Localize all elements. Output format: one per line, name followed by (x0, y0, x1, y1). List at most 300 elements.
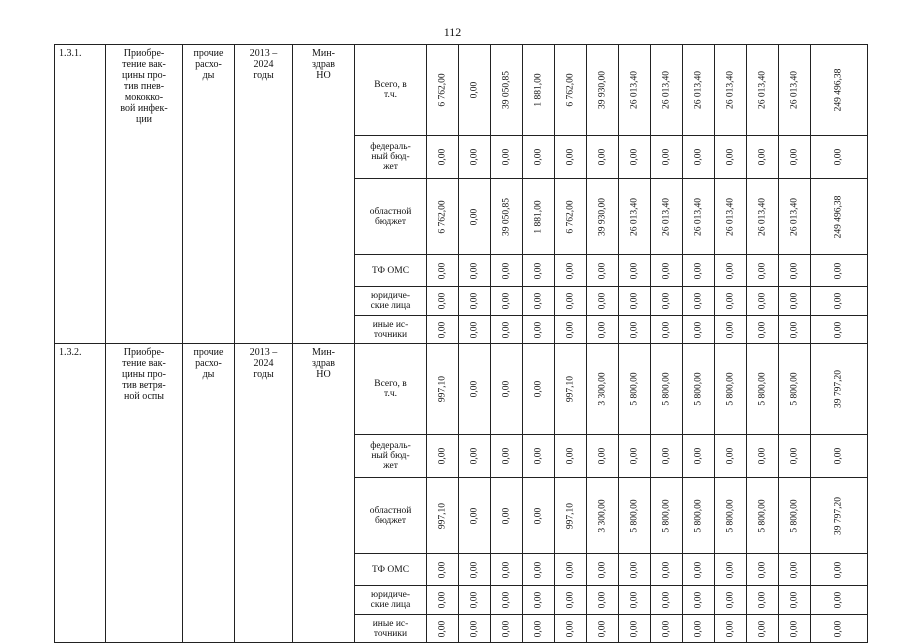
amount-value: 0,00 (501, 321, 511, 338)
expense-type-cell: прочие расхо- ды (183, 344, 235, 643)
amount-value: 0,00 (533, 148, 543, 166)
amount-value: 5 800,00 (789, 372, 799, 406)
amount-cell (619, 179, 651, 255)
amount-cell (459, 45, 491, 136)
amount-cell (747, 586, 779, 615)
amount-cell (747, 554, 779, 586)
amount-cell (779, 287, 811, 316)
amount-value: 26 013,40 (629, 71, 639, 109)
amount-cell (811, 45, 868, 136)
amount-cell (523, 45, 555, 136)
amount-value: 0,00 (469, 148, 479, 166)
funding-source-cell: иные ис- точники (355, 316, 427, 344)
amount-value: 26 013,40 (789, 197, 799, 236)
funding-source-cell: ТФ ОМС (355, 255, 427, 287)
amount-cell (683, 287, 715, 316)
funding-source-cell: Всего, в т.ч. (355, 45, 427, 136)
amount-value: 0,00 (661, 591, 671, 609)
amount-cell (587, 478, 619, 554)
amount-value: 0,00 (597, 262, 607, 279)
amount-value: 6 762,00 (565, 73, 575, 107)
amount-value: 0,00 (501, 292, 511, 310)
amount-cell (683, 316, 715, 344)
amount-value: 6 762,00 (437, 199, 447, 234)
amount-value: 0,00 (833, 292, 844, 310)
expense-type-cell: прочие расхо- ды (183, 45, 235, 344)
amount-cell (683, 478, 715, 554)
amount-value: 0,00 (789, 148, 799, 166)
amount-cell (683, 179, 715, 255)
amount-cell (747, 615, 779, 643)
amount-value: 0,00 (533, 262, 543, 279)
amount-value: 0,00 (757, 321, 767, 338)
amount-cell (587, 316, 619, 344)
amount-value: 5 800,00 (757, 372, 767, 406)
amount-cell (459, 478, 491, 554)
amount-cell (459, 136, 491, 179)
funding-source-cell: областной бюджет (355, 179, 427, 255)
amount-cell (715, 255, 747, 287)
amount-cell (459, 316, 491, 344)
amount-cell (523, 136, 555, 179)
amount-value: 0,00 (565, 321, 575, 338)
amount-value: 6 762,00 (565, 199, 575, 234)
amount-value: 26 013,40 (725, 71, 735, 109)
amount-value: 0,00 (469, 208, 479, 225)
amount-value: 0,00 (437, 447, 447, 465)
amount-value: 0,00 (565, 447, 575, 465)
amount-cell (459, 435, 491, 478)
amount-cell (811, 179, 868, 255)
amount-value: 0,00 (597, 620, 607, 637)
amount-value: 0,00 (833, 620, 844, 637)
amount-value: 0,00 (833, 262, 844, 279)
amount-cell (587, 435, 619, 478)
amount-value: 5 800,00 (789, 498, 799, 533)
amount-value: 997,10 (437, 375, 447, 403)
amount-cell (683, 586, 715, 615)
amount-value: 0,00 (469, 507, 479, 524)
amount-value: 0,00 (533, 620, 543, 637)
amount-cell (619, 287, 651, 316)
amount-cell (747, 179, 779, 255)
amount-cell (523, 554, 555, 586)
amount-value: 0,00 (789, 262, 799, 279)
amount-value: 39 797,20 (833, 496, 844, 535)
amount-cell (651, 287, 683, 316)
amount-value: 0,00 (533, 321, 543, 338)
amount-value: 6 762,00 (437, 73, 447, 107)
amount-value: 26 013,40 (661, 71, 671, 109)
amount-value: 0,00 (757, 262, 767, 279)
amount-cell (747, 478, 779, 554)
amount-cell (555, 316, 587, 344)
amount-cell (619, 316, 651, 344)
amount-value: 0,00 (437, 321, 447, 338)
table-row (55, 344, 868, 435)
amount-value: 0,00 (469, 321, 479, 338)
amount-value: 1 881,00 (533, 199, 543, 234)
amount-value: 0,00 (469, 81, 479, 99)
amount-value: 0,00 (565, 262, 575, 279)
amount-cell (555, 287, 587, 316)
amount-value: 39 050,85 (501, 71, 511, 109)
amount-cell (715, 615, 747, 643)
amount-cell (491, 255, 523, 287)
amount-cell (779, 45, 811, 136)
amount-value: 5 800,00 (725, 372, 735, 406)
amount-value: 0,00 (501, 148, 511, 166)
amount-cell (555, 255, 587, 287)
amount-value: 0,00 (469, 292, 479, 310)
amount-value: 0,00 (693, 292, 703, 310)
amount-value: 5 800,00 (693, 372, 703, 406)
amount-value: 0,00 (565, 591, 575, 609)
amount-cell (747, 316, 779, 344)
amount-value: 0,00 (757, 148, 767, 166)
amount-cell (523, 179, 555, 255)
amount-cell (779, 136, 811, 179)
amount-cell (651, 586, 683, 615)
amount-value: 0,00 (533, 380, 543, 398)
amount-cell (683, 554, 715, 586)
amount-value: 0,00 (629, 292, 639, 310)
amount-value: 26 013,40 (661, 197, 671, 236)
amount-cell (523, 586, 555, 615)
amount-value: 0,00 (501, 507, 511, 524)
amount-value: 39 930,00 (597, 197, 607, 236)
amount-value: 0,00 (833, 447, 844, 465)
amount-cell (715, 435, 747, 478)
amount-cell (523, 615, 555, 643)
amount-cell (683, 435, 715, 478)
amount-value: 0,00 (725, 447, 735, 465)
amount-value: 0,00 (597, 148, 607, 166)
amount-value: 0,00 (437, 262, 447, 279)
amount-cell (459, 586, 491, 615)
amount-cell (427, 45, 459, 136)
amount-cell (587, 615, 619, 643)
amount-cell (459, 179, 491, 255)
amount-cell (555, 45, 587, 136)
amount-cell (651, 316, 683, 344)
amount-value: 0,00 (501, 262, 511, 279)
amount-value: 0,00 (501, 620, 511, 637)
amount-value: 26 013,40 (757, 71, 767, 109)
amount-value: 0,00 (629, 591, 639, 609)
amount-cell (619, 586, 651, 615)
amount-cell (619, 255, 651, 287)
amount-value: 0,00 (597, 321, 607, 338)
amount-cell (683, 136, 715, 179)
amount-value: 0,00 (693, 620, 703, 637)
amount-value: 0,00 (469, 591, 479, 609)
amount-cell (427, 586, 459, 615)
amount-cell (491, 45, 523, 136)
amount-cell (491, 615, 523, 643)
amount-cell (715, 586, 747, 615)
amount-cell (427, 255, 459, 287)
amount-cell (651, 45, 683, 136)
funding-source-cell: областной бюджет (355, 478, 427, 554)
amount-value: 0,00 (757, 620, 767, 637)
amount-cell (651, 255, 683, 287)
amount-value: 0,00 (661, 292, 671, 310)
amount-cell (715, 478, 747, 554)
amount-cell (555, 615, 587, 643)
amount-cell (587, 136, 619, 179)
amount-value: 0,00 (661, 620, 671, 637)
amount-cell (651, 344, 683, 435)
amount-cell (555, 586, 587, 615)
amount-value: 5 800,00 (757, 498, 767, 533)
amount-cell (459, 615, 491, 643)
amount-cell (427, 179, 459, 255)
amount-value: 0,00 (533, 561, 543, 578)
amount-cell (747, 287, 779, 316)
amount-cell (779, 255, 811, 287)
amount-cell (779, 554, 811, 586)
amount-value: 0,00 (501, 561, 511, 578)
amount-cell (523, 478, 555, 554)
amount-cell (715, 316, 747, 344)
amount-cell (427, 554, 459, 586)
amount-cell (779, 179, 811, 255)
amount-value: 0,00 (501, 380, 511, 398)
amount-value: 0,00 (565, 148, 575, 166)
amount-cell (619, 615, 651, 643)
amount-value: 26 013,40 (693, 197, 703, 236)
amount-value: 0,00 (501, 591, 511, 609)
amount-value: 39 797,20 (833, 370, 844, 408)
amount-cell (427, 615, 459, 643)
amount-value: 0,00 (833, 321, 844, 338)
amount-value: 0,00 (533, 447, 543, 465)
amount-cell (555, 136, 587, 179)
amount-value: 26 013,40 (725, 197, 735, 236)
activity-code-cell: 1.3.1. (55, 45, 106, 344)
amount-cell (811, 554, 868, 586)
amount-cell (427, 316, 459, 344)
amount-cell (555, 179, 587, 255)
amount-cell (523, 435, 555, 478)
amount-value: 0,00 (661, 148, 671, 166)
amount-cell (779, 615, 811, 643)
amount-value: 0,00 (629, 321, 639, 338)
amount-cell (811, 287, 868, 316)
amount-value: 0,00 (533, 292, 543, 310)
amount-value: 249 496,38 (833, 195, 844, 238)
funding-source-cell: федераль- ный бюд- жет (355, 435, 427, 478)
amount-cell (555, 554, 587, 586)
amount-value: 0,00 (629, 262, 639, 279)
amount-value: 0,00 (437, 292, 447, 310)
period-cell: 2013 – 2024 годы (235, 45, 293, 344)
activity-code-cell: 1.3.2. (55, 344, 106, 643)
amount-value: 0,00 (501, 447, 511, 465)
amount-cell (747, 136, 779, 179)
amount-value: 0,00 (565, 561, 575, 578)
amount-value: 39 930,00 (597, 71, 607, 109)
amount-cell (779, 344, 811, 435)
amount-value: 0,00 (757, 561, 767, 578)
amount-cell (811, 344, 868, 435)
amount-value: 0,00 (629, 620, 639, 637)
amount-cell (683, 615, 715, 643)
amount-value: 0,00 (597, 447, 607, 465)
amount-cell (715, 136, 747, 179)
amount-value: 1 881,00 (533, 73, 543, 107)
amount-value: 5 800,00 (693, 498, 703, 533)
amount-cell (619, 478, 651, 554)
amount-cell (619, 435, 651, 478)
funding-source-cell: юридиче- ские лица (355, 287, 427, 316)
amount-cell (779, 478, 811, 554)
executor-cell: Мин- здрав НО (293, 344, 355, 643)
amount-value: 0,00 (789, 321, 799, 338)
funding-source-cell: юридиче- ские лица (355, 586, 427, 615)
amount-value: 997,10 (437, 502, 447, 529)
amount-value: 26 013,40 (757, 197, 767, 236)
amount-cell (811, 586, 868, 615)
amount-cell (427, 478, 459, 554)
amount-value: 0,00 (437, 561, 447, 578)
amount-cell (811, 136, 868, 179)
amount-cell (555, 478, 587, 554)
amount-cell (491, 316, 523, 344)
amount-cell (587, 554, 619, 586)
amount-cell (651, 554, 683, 586)
amount-cell (555, 344, 587, 435)
amount-value: 997,10 (565, 375, 575, 403)
amount-cell (459, 554, 491, 586)
amount-value: 3 300,00 (597, 498, 607, 533)
amount-cell (811, 478, 868, 554)
amount-value: 0,00 (789, 620, 799, 637)
amount-cell (491, 586, 523, 615)
amount-cell (779, 316, 811, 344)
amount-cell (715, 344, 747, 435)
amount-value: 0,00 (469, 561, 479, 578)
amount-value: 39 050,85 (501, 197, 511, 236)
amount-value: 0,00 (725, 321, 735, 338)
amount-value: 0,00 (533, 591, 543, 609)
amount-value: 0,00 (629, 447, 639, 465)
amount-value: 0,00 (661, 321, 671, 338)
amount-value: 0,00 (469, 262, 479, 279)
amount-cell (587, 344, 619, 435)
amount-cell (523, 316, 555, 344)
amount-cell (651, 615, 683, 643)
amount-value: 26 013,40 (789, 71, 799, 109)
amount-cell (491, 435, 523, 478)
amount-cell (523, 287, 555, 316)
amount-value: 0,00 (597, 591, 607, 609)
amount-value: 0,00 (833, 591, 844, 609)
amount-cell (491, 554, 523, 586)
amount-cell (587, 287, 619, 316)
amount-cell (491, 136, 523, 179)
amount-value: 0,00 (565, 292, 575, 310)
amount-cell (523, 255, 555, 287)
amount-value: 0,00 (789, 591, 799, 609)
amount-value: 0,00 (533, 507, 543, 524)
amount-cell (427, 435, 459, 478)
amount-value: 0,00 (565, 620, 575, 637)
financing-table (54, 44, 868, 643)
amount-cell (459, 255, 491, 287)
amount-value: 26 013,40 (693, 71, 703, 109)
amount-cell (811, 316, 868, 344)
amount-cell (619, 45, 651, 136)
amount-cell (683, 344, 715, 435)
funding-source-cell: Всего, в т.ч. (355, 344, 427, 435)
executor-cell: Мин- здрав НО (293, 45, 355, 344)
amount-value: 997,10 (565, 502, 575, 529)
amount-value: 0,00 (437, 591, 447, 609)
amount-cell (811, 255, 868, 287)
amount-cell (427, 287, 459, 316)
amount-cell (715, 45, 747, 136)
amount-value: 3 300,00 (597, 372, 607, 406)
amount-value: 0,00 (725, 591, 735, 609)
activity-name-cell: Приобре- тение вак- цины про- тив пнев- мококко- вой инфек- ции (106, 45, 183, 344)
amount-value: 0,00 (661, 447, 671, 465)
amount-value: 0,00 (661, 262, 671, 279)
amount-value: 0,00 (469, 380, 479, 398)
amount-cell (491, 287, 523, 316)
amount-value: 0,00 (597, 561, 607, 578)
amount-value: 0,00 (597, 292, 607, 310)
funding-source-cell: иные ис- точники (355, 615, 427, 643)
amount-value: 0,00 (725, 620, 735, 637)
amount-cell (651, 435, 683, 478)
page-number: 112 (443, 25, 462, 39)
amount-cell (747, 45, 779, 136)
amount-cell (619, 344, 651, 435)
amount-value: 5 800,00 (629, 498, 639, 533)
amount-cell (491, 179, 523, 255)
amount-value: 5 800,00 (661, 372, 671, 406)
amount-cell (683, 45, 715, 136)
amount-value: 26 013,40 (629, 197, 639, 236)
amount-value: 0,00 (437, 148, 447, 166)
amount-cell (811, 615, 868, 643)
amount-cell (427, 344, 459, 435)
amount-cell (619, 136, 651, 179)
amount-value: 0,00 (789, 447, 799, 465)
amount-value: 5 800,00 (725, 498, 735, 533)
amount-value: 0,00 (833, 561, 844, 578)
funding-source-cell: ТФ ОМС (355, 554, 427, 586)
amount-value: 0,00 (833, 148, 844, 166)
amount-cell (683, 255, 715, 287)
amount-cell (491, 478, 523, 554)
amount-cell (651, 136, 683, 179)
amount-cell (555, 435, 587, 478)
amount-value: 0,00 (469, 447, 479, 465)
amount-value: 0,00 (725, 148, 735, 166)
amount-cell (619, 554, 651, 586)
amount-cell (491, 344, 523, 435)
amount-cell (651, 478, 683, 554)
amount-cell (587, 586, 619, 615)
amount-cell (747, 435, 779, 478)
amount-cell (587, 45, 619, 136)
amount-value: 0,00 (725, 262, 735, 279)
amount-cell (715, 554, 747, 586)
amount-value: 0,00 (757, 447, 767, 465)
